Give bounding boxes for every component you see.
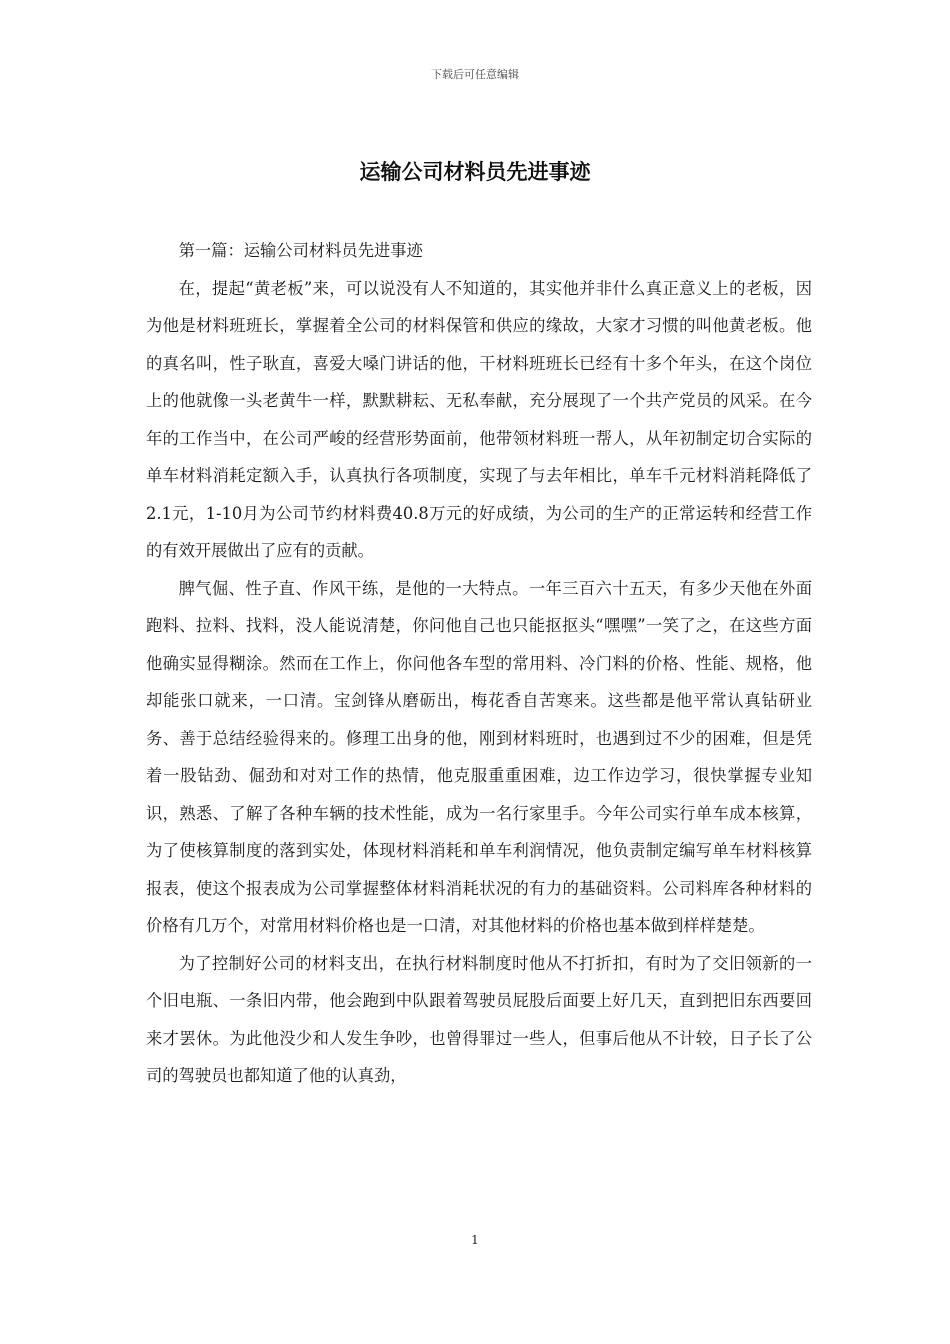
section-heading: 第一篇：运输公司材料员先进事迹: [178, 241, 423, 260]
paragraph: 在，提起“黄老板”来，可以说没有人不知道的，其实他并非什么真正意义上的老板，因为他是材料班班长，掌握着全公司的材料保管和供应的缘故，大家才习惯的叫他黄老板。他的真名叫，性子耿直，喜爱大嗓门讲话的他，干材料班班长已经有十多个年头，在这个岗位上的他就像一头老黄牛一样，默默耕耘、无私奉献，充分展现了一个共产党员的风采。在今年的工作当中，在公司严峻的经营形势面前，他带领材料班一帮人，从年初制定切合实际的单车材料消耗定额入手，认真执行各项制度，实现了与去年相比，单车千元材料消耗降低了2.1元，1-10月为公司节约材料费40.8万元的好成绩，为公司的生产的正常运转和经营工作的有效开展做出了应有的贡献。: [146, 278, 812, 560]
document-title: 运输公司材料员先进事迹: [359, 159, 591, 184]
page-number: 1: [471, 1233, 479, 1247]
paragraph: 脾气倔、性子直、作风干练，是他的一大特点。一年三百六十五天，有多少天他在外面跑料、拉料、找料，没人能说清楚，你问他自己也只能抠抠头“嘿嘿”一笑了之，在这些方面他确实显得糊涂。然而在工作上，你问他各车型的常用料、冷门料的价格、性能、规格，他却能张口就来，一口清。宝剑锋从磨砺出，梅花香自苦寒来。这些都是他平常认真钻研业务、善于总结经验得来的。修理工出身的他，刚到材料班时，也遇到过不少的困难，但是凭着一股钻劲、倔劲和对对工作的热情，他克服重重困难，边工作边学习，很快掌握专业知识，熟悉、了解了各种车辆的技术性能，成为一名行家里手。今年公司实行单车成本核算，为了使核算制度的落到实处，体现材料消耗和单车利润情况，他负责制定编写单车材料核算报表，使这个报表成为公司掌握整体材料消耗状况的有力的基础资料。公司料库各种材料的价格有几万个，对常用材料价格也是一口清，对其他材料的价格也基本做到样样楚楚。: [146, 578, 812, 935]
document-body: [146, 232, 812, 1095]
paragraph: 为了控制好公司的材料支出，在执行材料制度时他从不打折扣，有时为了交旧领新的一个旧电瓶、一条旧内带，他会跑到中队跟着驾驶员屁股后面要上好几天，直到把旧东西要回来才罢休。为此他没少和人发生争吵，也曾得罪过一些人，但事后他从不计较，日子长了公司的驾驶员也都知道了他的认真劲，: [146, 953, 812, 1085]
page-header-note: 下载后可任意编辑: [431, 68, 519, 81]
